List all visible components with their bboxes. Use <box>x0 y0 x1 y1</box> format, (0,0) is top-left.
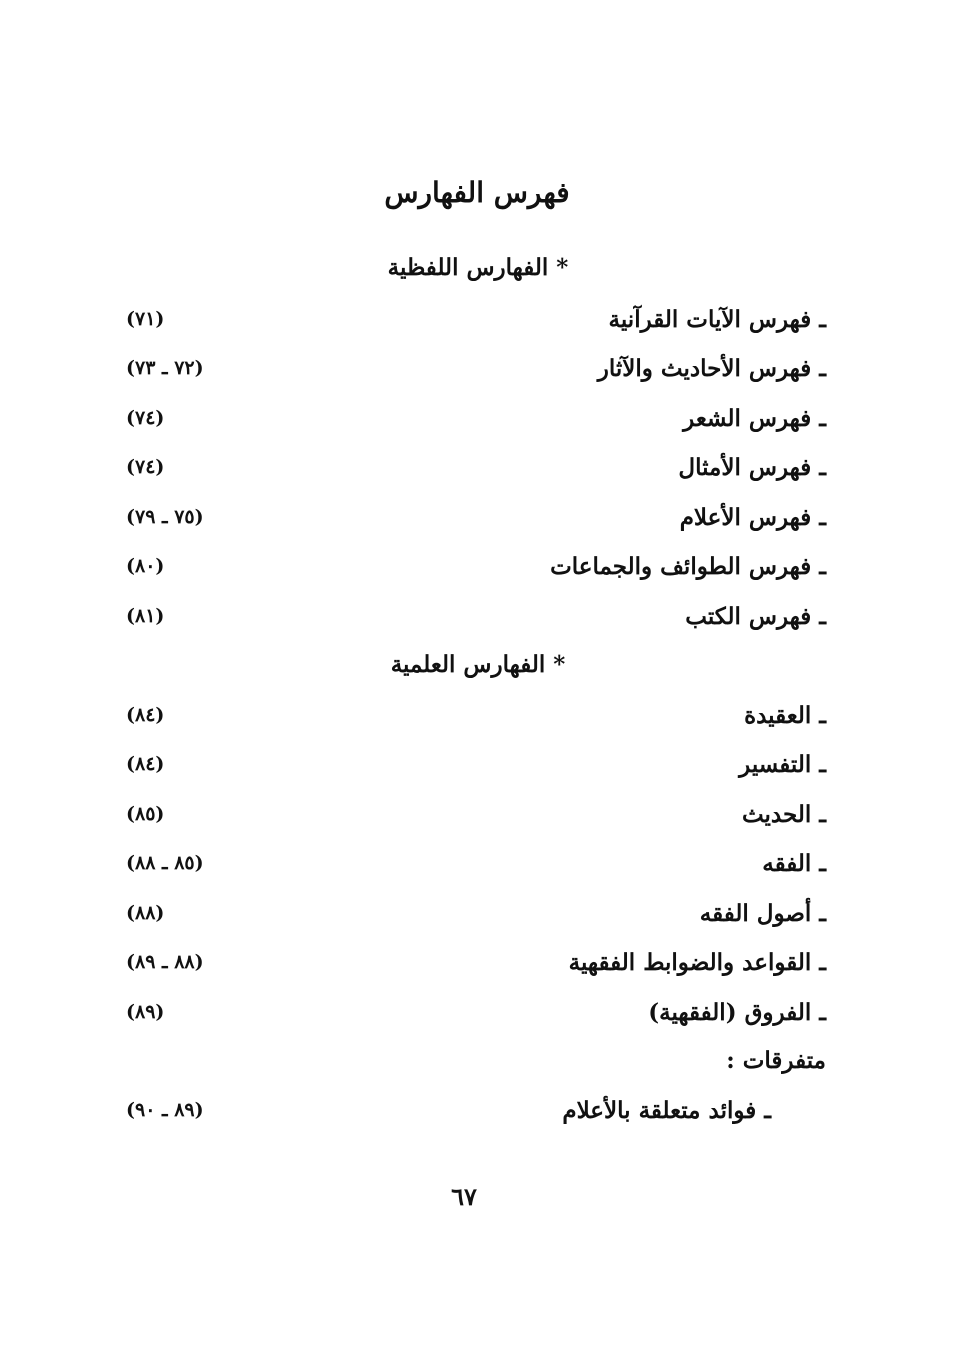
index-entry <box>126 850 826 890</box>
index-entry <box>126 999 826 1039</box>
index-entry <box>126 900 826 940</box>
misc-heading: متفرقات : <box>726 1047 826 1074</box>
index-entry-pages: (٧٢ ـ ٧٣) <box>126 357 204 379</box>
index-entry-label: ـ الفقه <box>762 850 826 877</box>
index-entry-pages: (٧٤) <box>126 456 165 478</box>
index-entry-label: ـ التفسير <box>739 751 826 778</box>
index-entry-pages: (٨٨) <box>126 902 165 924</box>
index-entry-label: ـ فهرس الأحاديث والآثار <box>597 355 826 382</box>
index-entry-label: ـ فهرس الأعلام <box>679 504 826 531</box>
misc-heading-row <box>126 1047 826 1087</box>
index-entry-pages: (٨٨ ـ ٨٩) <box>126 951 204 973</box>
page-number: ٦٧ <box>451 1182 477 1211</box>
index-entry-pages: (٨٤) <box>126 753 165 775</box>
index-entry-label: ـ فهرس الأمثال <box>678 454 826 481</box>
index-entry <box>126 504 826 544</box>
index-entry-pages: (٨٥ ـ ٨٨) <box>126 852 204 874</box>
index-entry-pages: (٨٥) <box>126 803 165 825</box>
index-entry-label: ـ فهرس الشعر <box>683 405 826 432</box>
index-entry-label: ـ فوائد متعلقة بالأعلام <box>562 1097 771 1124</box>
index-entry <box>126 603 826 643</box>
index-entry-label: ـ العقيدة <box>744 702 826 729</box>
index-entry-pages: (٧٤) <box>126 407 165 429</box>
index-entry-label: ـ أصول الفقه <box>699 900 826 927</box>
index-entry-pages: (٧٥ ـ ٧٩) <box>126 506 204 528</box>
index-entry <box>126 751 826 791</box>
index-entry <box>126 1097 826 1137</box>
index-entry <box>126 949 826 989</box>
index-entry <box>126 553 826 593</box>
index-entry <box>126 306 826 346</box>
index-entry-pages: (٨٩) <box>126 1001 165 1023</box>
index-entry <box>126 454 826 494</box>
index-entry-label: ـ الفروق (الفقهية) <box>648 999 826 1026</box>
index-entry <box>126 355 826 395</box>
index-entry <box>126 702 826 742</box>
index-entry-label: ـ فهرس الكتب <box>685 603 826 630</box>
section-heading-verbal-indexes: * الفهارس اللفظية <box>387 254 569 281</box>
page-title: فهرس الفهارس <box>384 176 570 209</box>
index-entry-pages: (٨٠) <box>126 555 165 577</box>
index-entry-pages: (٨١) <box>126 605 165 627</box>
index-entry <box>126 801 826 841</box>
index-entry-label: ـ الحديث <box>741 801 826 828</box>
section-heading-scholarly-indexes: * الفهارس العلمية <box>390 651 566 678</box>
index-entry-label: ـ فهرس الطوائف والجماعات <box>550 553 826 580</box>
index-entry-pages: (٨٩ ـ ٩٠) <box>126 1099 204 1121</box>
index-entry-pages: (٧١) <box>126 308 165 330</box>
index-entry-label: ـ القواعد والضوابط الفقهية <box>568 949 826 976</box>
index-entry <box>126 405 826 445</box>
index-entry-label: ـ فهرس الآيات القرآنية <box>608 306 826 333</box>
index-entry-pages: (٨٤) <box>126 704 165 726</box>
